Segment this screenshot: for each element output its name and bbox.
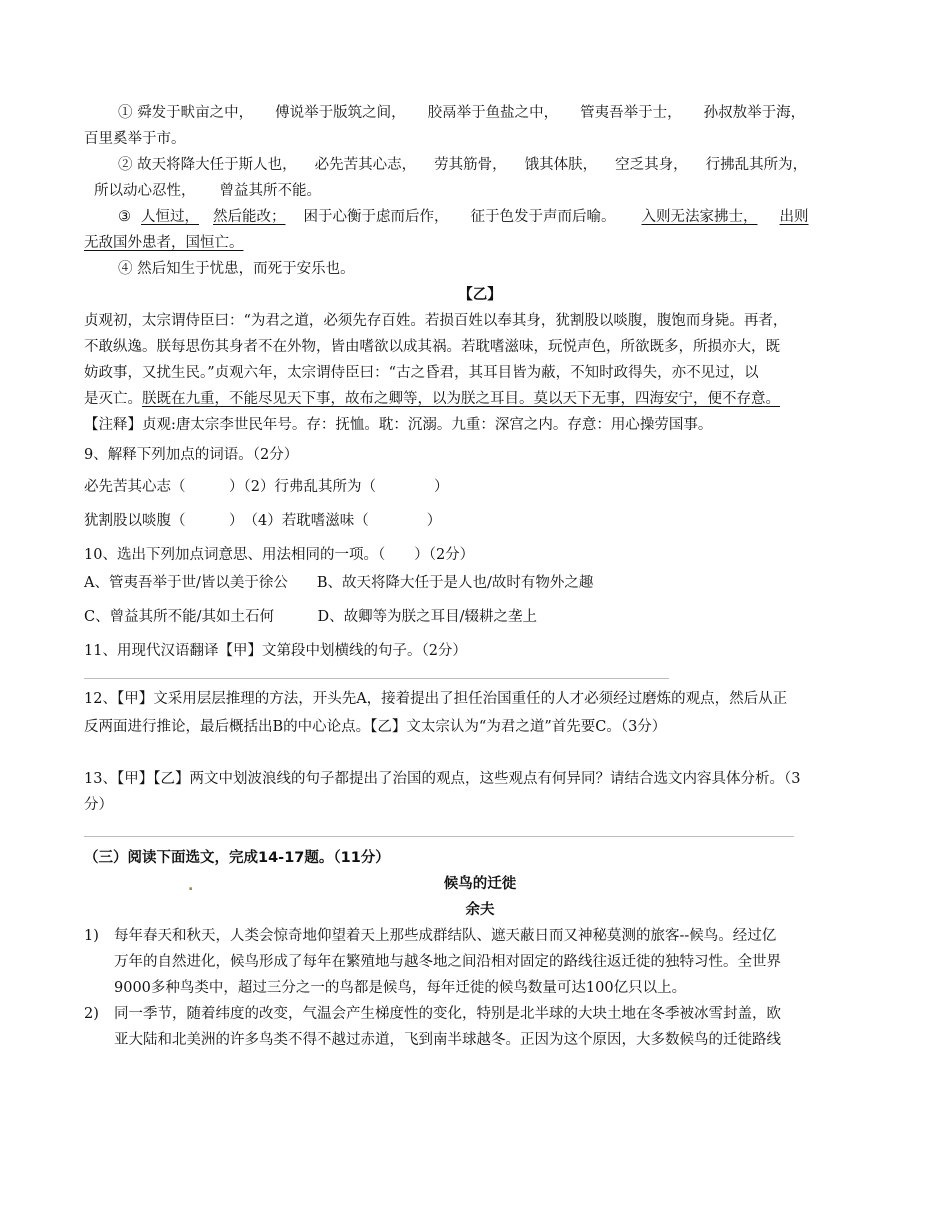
jia-paragraph-2: [84, 152, 876, 178]
text-segment: 每年春天和秋天，人类会惊奇地仰望着天上那些成群结队、遮天蔽日而又神秘莫测的旅客--候鸟。经过亿: [114, 928, 777, 944]
article-paragraph-line: [84, 923, 876, 949]
underlined-text: 人恒过，: [141, 209, 199, 225]
text-segment: 行拂乱其所为，: [705, 157, 808, 173]
article-paragraph-line: 9000多种鸟类中，超过三分之一的鸟都是候鸟，每年迁徙的候鸟数量可达100亿只以上。: [114, 980, 687, 996]
answer-line: [84, 678, 669, 679]
article-paragraph-2: [84, 1001, 876, 1053]
article-paragraph-line: 万年的自然进化，候鸟形成了每年在繁殖地与越冬地之间沿相对固定的路线往返迁徙的独特习性。全世界: [114, 954, 781, 970]
text-segment: 空乏其身，: [615, 157, 688, 173]
document-page: [84, 100, 876, 1053]
text-segment: ② 故天将降大任于斯人也，: [118, 157, 297, 173]
article-title-text: 候鸟的迁徙: [443, 876, 517, 892]
question-10-options-b: C、曾益其所不能/其如土石何 D、故卿等为朕之耳目/辍耕之垄上: [84, 609, 537, 625]
text-segment: 是灭亡。: [84, 391, 142, 407]
text-segment: 曾益其所不能。: [219, 183, 321, 199]
article-author: 余夫: [465, 902, 495, 918]
text-segment: 饿其体肤，: [524, 157, 598, 173]
text-segment: 所以动心忍性，: [94, 183, 196, 199]
yi-line-3: 妨政事，又扰生民。”贞观六年，太宗谓侍臣曰：“古之昏君，其耳目皆为蔽，不知时政得失，亦不见过，以: [84, 365, 759, 381]
article-paragraph-1: [84, 923, 876, 1001]
text-segment: 傅说举于版筑之间，: [275, 105, 406, 121]
article-title: [84, 871, 876, 897]
question-12-line-1: 12、【甲】文采用层层推理的方法，开头先A，接着提出了担任治国重任的人才必须经过磨炼的观点，然后从正: [84, 691, 788, 707]
question-11: 11、用现代汉语翻译【甲】文第段中划横线的句子。（2分）: [84, 643, 467, 659]
question-10: 10、选出下列加点词意思、用法相同的一项。（ ）（2分）: [84, 547, 475, 563]
text-segment: 困于心衡于虑而后作，: [303, 209, 449, 225]
question-9: 9、解释下列加点的词语。（2分）: [84, 447, 299, 463]
question-10-options-a: A、管夷吾举于世/皆以美于徐公 B、故天将降大任于是人也/故时有物外之趣: [84, 575, 594, 591]
text-segment: 同一季节，随着纬度的改变，气温会产生梯度性的变化，特别是北半球的大块土地在冬季被冰雪封盖，欧: [114, 1006, 781, 1022]
yi-line-1: 贞观初，太宗谓侍臣曰：“为君之道，必须先存百姓。若损百姓以奉其身，犹割股以啖腹，腹饱而身毙。再者，: [84, 313, 788, 329]
jia-paragraph-4: ④ 然后知生于忧患，而死于安乐也。: [118, 261, 355, 277]
jia-paragraph-2-cont: [84, 178, 876, 204]
text-segment: 劳其筋骨，: [434, 157, 507, 173]
question-12-line-2: 反两面进行推论，最后概括出B的中心论点。【乙】文太宗认为“为君之道”首先要C。（3分）: [84, 719, 667, 735]
article-paragraph-line: [84, 1001, 876, 1027]
article-paragraph-line: 亚大陆和北美洲的许多鸟类不得不越过赤道，飞到南半球越冬。正因为这个原因，大多数候鸟的迁徙路线: [114, 1032, 781, 1048]
text-segment: ① 舜发于畎亩之中，: [118, 105, 254, 121]
question-9-items-a: 必先苦其心志（ ）（2）行弗乱其所为（ ）: [84, 479, 449, 495]
yi-line-2: 不敢纵逸。朕每思伤其身者不在外物，皆由嗜欲以成其祸。若耽嗜滋味，玩悦声色，所欲既多，所损亦大，既: [84, 339, 780, 355]
jia-paragraph-3-cont: [84, 230, 876, 256]
yi-note: 【注释】贞观:唐太宗李世民年号。存：抚恤。耽：沉溺。九重：深宫之内。存意：用心操劳国事。: [84, 417, 713, 433]
jia-paragraph-3: [84, 204, 876, 230]
question-9-items-b: 犹割股以啖腹（ ） （4）若耽嗜滋味（ ）: [84, 513, 442, 529]
underlined-text: 然后能改；: [213, 209, 286, 225]
paragraph-number: ③: [118, 209, 131, 225]
section-3-header: （三）阅读下面选文，完成14-17题。（11分）: [84, 850, 390, 866]
answer-line: [84, 836, 794, 837]
text-segment: 必先苦其心志，: [314, 157, 417, 173]
jia-paragraph-1: [84, 100, 876, 126]
yi-heading: 【乙】: [458, 287, 502, 303]
question-13-line-1: 13、【甲】【乙】两文中划波浪线的句子都提出了治国的观点，这些观点有何异同？请结合选文内容具体分析。（3: [84, 771, 801, 787]
paragraph-number: 2): [84, 1006, 99, 1022]
yi-line-4: [84, 386, 876, 412]
underlined-text: 无敌国外患者，国恒亡。: [84, 235, 244, 251]
paragraph-number: 1): [84, 928, 99, 944]
dot-mark: .: [188, 878, 194, 894]
text-segment: 孙叔敖举于海，: [703, 105, 806, 121]
underlined-text: 入则无法家拂士，: [641, 209, 758, 225]
wavy-underlined-text: 朕既在九重，不能尽见天下事，故布之卿等，以为朕之耳目。莫以天下无事，四海安宁，便不存意。: [142, 391, 780, 407]
question-13-line-2: 分）: [84, 797, 113, 813]
text-segment: 胶鬲举于鱼盐之中，: [427, 105, 559, 121]
text-segment: 管夷吾举于士，: [580, 105, 682, 121]
underlined-text: 出则: [779, 209, 809, 225]
text-segment: 征于色发于声而后喻。: [470, 209, 616, 225]
jia-paragraph-1-cont: 百里奚举于市。: [84, 131, 186, 147]
